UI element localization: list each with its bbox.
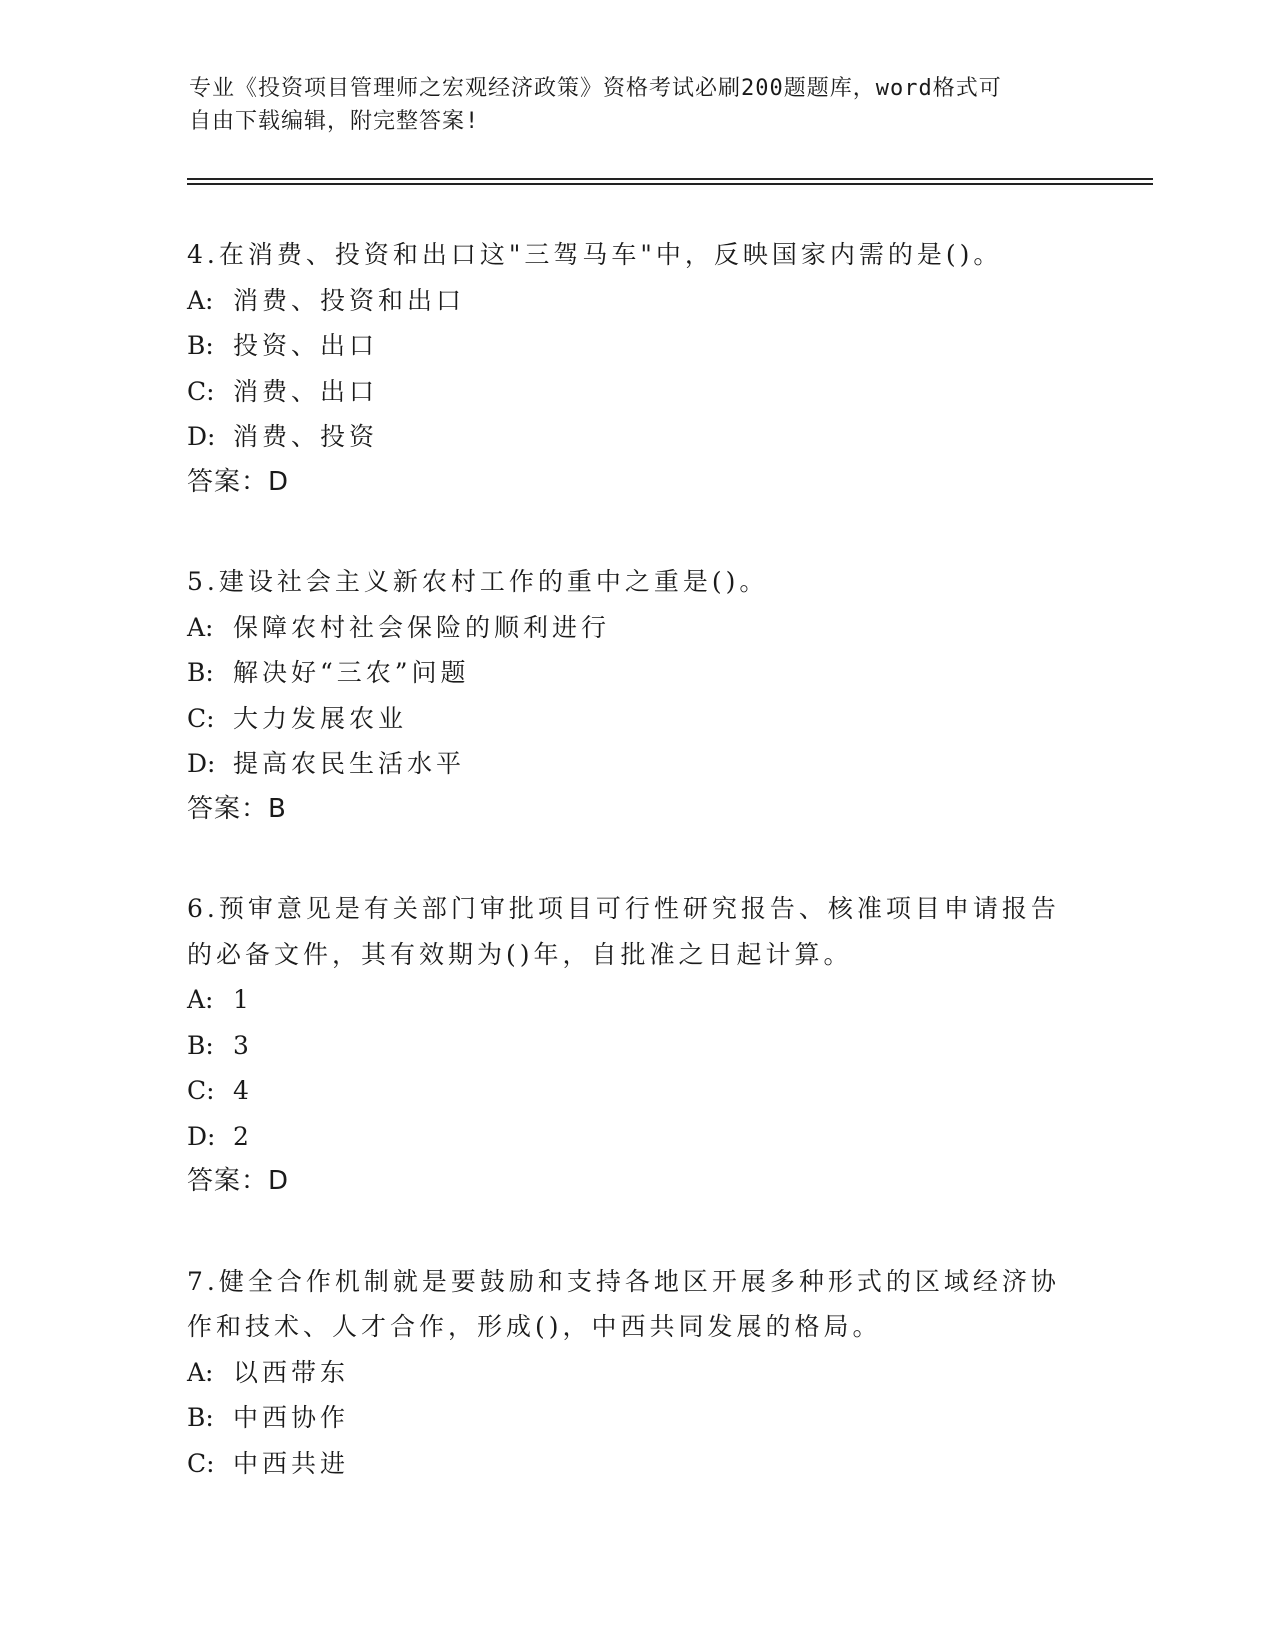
- header-divider-top: [187, 178, 1153, 180]
- option-key: A:: [187, 1357, 214, 1387]
- question-text: 4.在消费、投资和出口这"三驾马车"中，反映国家内需的是()。: [187, 240, 1003, 269]
- option-text: 投资、出口: [233, 331, 379, 360]
- header-line-2: 自由下载编辑，附完整答案!: [189, 109, 480, 134]
- option-key: B:: [187, 331, 214, 360]
- option-a: [187, 605, 1077, 651]
- question-text-line-2: 作和技术、人才合作，形成()，中西共同发展的格局。: [187, 1312, 882, 1341]
- option-text: 消费、投资: [233, 422, 379, 451]
- option-key: C:: [187, 703, 215, 733]
- option-text: 4: [233, 1076, 253, 1105]
- answer: 答案：B: [187, 793, 287, 824]
- option-key: A:: [187, 985, 214, 1014]
- header-divider-bottom: [187, 183, 1153, 185]
- option-b: [187, 1023, 1077, 1069]
- option-d: [187, 414, 1077, 460]
- header-line-1: 专业《投资项目管理师之宏观经济政策》资格考试必刷200题题库，word格式可: [189, 76, 1002, 101]
- option-text: 消费、投资和出口: [233, 285, 466, 315]
- option-text: 解决好“三农”问题: [233, 658, 470, 687]
- option-c: [187, 1441, 1077, 1487]
- option-key: B:: [187, 1030, 214, 1060]
- option-d: [187, 1114, 1077, 1160]
- option-key: D:: [187, 749, 216, 778]
- option-text: 消费、出口: [233, 376, 379, 406]
- option-text: 以西带东: [233, 1357, 350, 1387]
- option-key: B:: [187, 658, 214, 687]
- option-b: [187, 323, 1077, 369]
- option-c: [187, 696, 1077, 742]
- question-5: [187, 559, 1077, 832]
- question-text-line-1: 7.健全合作机制就是要鼓励和支持各地区开展多种形式的区域经济协: [187, 1266, 1060, 1296]
- question-7: [187, 1259, 1077, 1487]
- question-4: [187, 232, 1077, 505]
- option-b: [187, 650, 1077, 696]
- option-key: A:: [187, 285, 214, 315]
- option-text: 大力发展农业: [233, 703, 408, 733]
- option-key: C:: [187, 376, 215, 406]
- option-text: 提高农民生活水平: [233, 749, 466, 778]
- option-b: [187, 1395, 1077, 1441]
- option-text: 中西共进: [233, 1448, 350, 1478]
- option-text: 3: [233, 1030, 253, 1060]
- option-key: C:: [187, 1448, 215, 1478]
- option-c: [187, 369, 1077, 415]
- question-text: 5.建设社会主义新农村工作的重中之重是()。: [187, 567, 769, 596]
- option-key: B:: [187, 1403, 214, 1432]
- question-list: [187, 232, 1077, 1540]
- option-a: [187, 1350, 1077, 1396]
- option-text: 保障农村社会保险的顺利进行: [233, 612, 611, 642]
- option-a: [187, 278, 1077, 324]
- option-text: 中西协作: [233, 1403, 350, 1432]
- option-d: [187, 741, 1077, 787]
- option-text: 1: [233, 985, 253, 1014]
- document-header: [189, 72, 1079, 138]
- option-a: [187, 977, 1077, 1023]
- option-key: A:: [187, 612, 214, 642]
- option-key: D:: [187, 1121, 216, 1151]
- question-text-line-1: 6.预审意见是有关部门审批项目可行性研究报告、核准项目申请报告: [187, 894, 1060, 923]
- option-c: [187, 1068, 1077, 1114]
- option-key: D:: [187, 422, 216, 451]
- answer: 答案：D: [187, 1166, 290, 1196]
- option-key: C:: [187, 1076, 215, 1105]
- option-text: 2: [233, 1121, 253, 1151]
- answer: 答案：D: [187, 466, 290, 497]
- question-text-line-2: 的必备文件，其有效期为()年，自批准之日起计算。: [187, 939, 853, 969]
- question-6: [187, 886, 1077, 1205]
